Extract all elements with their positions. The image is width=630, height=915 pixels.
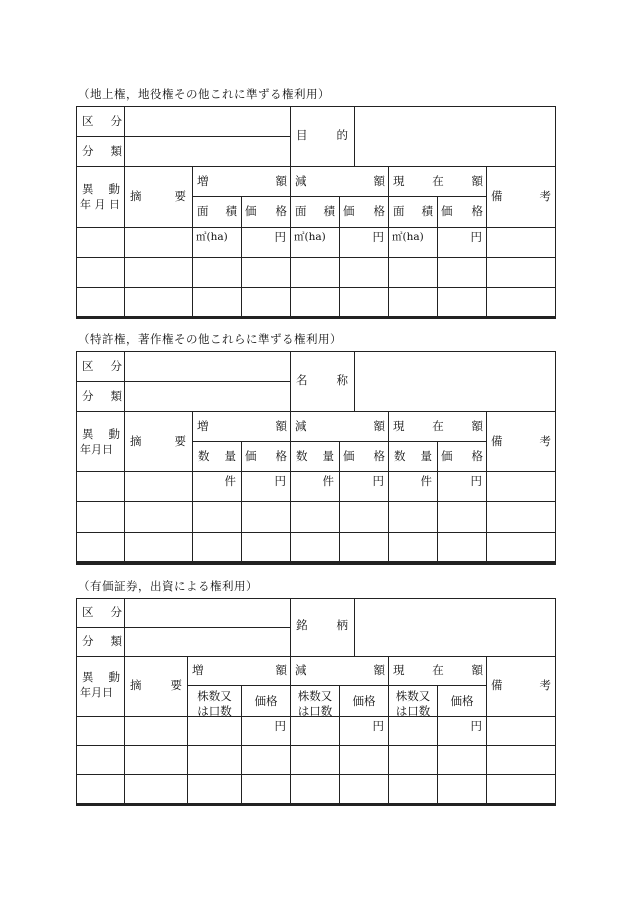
char: 類 (110, 389, 122, 403)
char: 価 (245, 449, 257, 463)
char: 量 (420, 449, 432, 463)
char: 面 (295, 204, 307, 218)
s2-unit-genzai-yen: 円 (470, 474, 482, 488)
char: 類 (110, 634, 122, 648)
s2-unit-zou-ken: 件 (224, 474, 236, 488)
s1-biko-label (491, 191, 551, 203)
char: 区 (82, 359, 94, 373)
s1-tekiyo-label (130, 191, 186, 203)
char: 額 (373, 663, 385, 677)
char: 分 (82, 389, 94, 403)
section1-caption: （地上権，地役権その他これに準ずる権利用） (78, 87, 330, 101)
char: 分 (110, 605, 122, 619)
char: 数 (198, 449, 210, 463)
s1-gen-char-1: 減 (295, 174, 307, 188)
s3-unit-zou-yen: 円 (274, 719, 286, 733)
char: 面 (393, 204, 405, 218)
char: 積 (225, 204, 237, 218)
s1-genzai-char-2: 在 (432, 174, 444, 188)
s1-gen-kakaku (343, 206, 385, 218)
section2-caption: （特許権，著作権その他これらに準ずる権利用） (78, 332, 342, 346)
char: 格 (275, 449, 287, 463)
char: 摘 (130, 678, 142, 692)
s2-genzai-kakaku (441, 451, 483, 463)
char: 現 (393, 663, 405, 677)
line: は口数 (395, 703, 431, 718)
s3-tekiyo-label (130, 680, 182, 692)
s3-genzai-kakaku: 価格 (450, 694, 474, 708)
char: 備 (491, 434, 503, 448)
char: 名 (296, 373, 308, 387)
s1-zou-label (197, 176, 287, 188)
s3-meigara-label (296, 620, 348, 632)
s2-zou-suryo (198, 451, 236, 463)
s1-zou-menseki (197, 206, 237, 218)
s3-zou-label (192, 665, 287, 677)
s3-zou-kabusu (188, 689, 241, 719)
s2-zou-kakaku (245, 451, 287, 463)
char: 量 (322, 449, 334, 463)
char: 在 (432, 663, 444, 677)
char: 増 (192, 663, 204, 677)
s1-tekiyo-char-1: 摘 (130, 189, 142, 203)
s1-gen-menseki (295, 206, 335, 218)
char: 額 (471, 419, 483, 433)
char: 額 (275, 419, 287, 433)
s1-bunrui-char-2: 類 (110, 144, 122, 158)
line: は口数 (297, 703, 333, 718)
s1-kubun-label (82, 116, 122, 128)
s1-biko-char-1: 備 (491, 189, 503, 203)
char: 額 (471, 663, 483, 677)
s1-genzai-char-3: 額 (471, 174, 483, 188)
char: 摘 (130, 434, 142, 448)
char: 区 (82, 605, 94, 619)
s1-ido-char-1: 異 (82, 182, 94, 196)
s1-zou-char-2: 額 (275, 174, 287, 188)
s2-gen-kakaku (343, 451, 385, 463)
s1-side-char-2: 的 (336, 128, 348, 142)
char: 銘 (296, 618, 308, 632)
char: 価 (343, 449, 355, 463)
char: 分 (110, 359, 122, 373)
s3-bunrui-label (82, 636, 122, 648)
s2-tekiyo-label (130, 436, 186, 448)
s1-genzai-char-1: 現 (393, 174, 405, 188)
s1-gen-char-2: 額 (373, 174, 385, 188)
s2-biko-label (491, 436, 551, 448)
char: 異 (82, 427, 94, 441)
s2-genzai-suryo (394, 451, 432, 463)
s3-genzai-label (393, 665, 483, 677)
char: 格 (471, 204, 483, 218)
char: 格 (373, 449, 385, 463)
s1-unit-genzai-area: ㎡(ha) (392, 231, 424, 243)
char: 動 (108, 427, 120, 441)
s1-unit-gen-yen: 円 (372, 230, 384, 244)
s2-unit-gen-ken: 件 (322, 474, 334, 488)
s2-genzai-label (393, 421, 483, 433)
s2-unit-genzai-ken: 件 (420, 474, 432, 488)
s1-bunrui-label (82, 146, 122, 158)
s3-ido-label (82, 672, 120, 684)
s1-genzai-label (393, 176, 483, 188)
char: 格 (471, 449, 483, 463)
char: 備 (491, 678, 503, 692)
char: 価 (441, 449, 453, 463)
s2-bunrui-label (82, 391, 122, 403)
char: 動 (108, 670, 120, 684)
s1-ido-label (82, 184, 120, 196)
line: 株数又 (395, 689, 431, 703)
char: 異 (82, 670, 94, 684)
s1-unit-zou-yen: 円 (274, 230, 286, 244)
char: 在 (432, 419, 444, 433)
char: 価 (245, 204, 257, 218)
s1-tekiyo-char-2: 要 (174, 189, 186, 203)
s2-unit-gen-yen: 円 (372, 474, 384, 488)
s1-biko-char-2: 考 (539, 189, 551, 203)
char: 減 (295, 663, 307, 677)
char: 額 (275, 663, 287, 677)
line: 株数又 (197, 689, 232, 703)
s1-unit-zou-area: ㎡(ha) (196, 231, 228, 243)
char: 減 (295, 419, 307, 433)
s3-unit-genzai-yen: 円 (470, 719, 482, 733)
s2-ymd-label: 年月日 (80, 443, 113, 456)
s2-zou-label (197, 421, 287, 433)
s2-ido-label (82, 429, 120, 441)
char: 分 (82, 634, 94, 648)
s2-meisho-label (296, 375, 348, 387)
char: 格 (373, 204, 385, 218)
s3-zou-kakaku: 価格 (254, 694, 278, 708)
s3-gen-kakaku: 価格 (352, 694, 376, 708)
s3-gen-kabusu (291, 689, 339, 719)
s1-bunrui-char-1: 分 (82, 144, 94, 158)
s1-zou-kakaku (245, 206, 287, 218)
char: 積 (323, 204, 335, 218)
s1-mokuteki-label (296, 130, 348, 142)
char: 考 (539, 434, 551, 448)
char: 考 (539, 678, 551, 692)
s1-ido-char-2: 動 (108, 182, 120, 196)
s3-genzai-kabusu (389, 689, 437, 719)
s1-kubun-char-2: 分 (110, 114, 122, 128)
char: 現 (393, 419, 405, 433)
char: 積 (421, 204, 433, 218)
char: 価 (441, 204, 453, 218)
char: 増 (197, 419, 209, 433)
s3-biko-label (491, 680, 551, 692)
s3-ymd-label: 年月日 (80, 686, 113, 699)
section3-caption: （有価証券，出資による権利用） (78, 579, 258, 593)
s1-side-char-1: 目 (296, 128, 308, 142)
s1-gen-label (295, 176, 385, 188)
char: 称 (336, 373, 348, 387)
s2-gen-label (295, 421, 385, 433)
s1-ymd-label: 年 月 日 (80, 198, 120, 211)
s3-kubun-label (82, 607, 122, 619)
char: 要 (174, 434, 186, 448)
char: 額 (373, 419, 385, 433)
char: 価 (343, 204, 355, 218)
s3-gen-label (295, 665, 385, 677)
char: 面 (197, 204, 209, 218)
char: 格 (275, 204, 287, 218)
char: 数 (394, 449, 406, 463)
s1-unit-gen-area: ㎡(ha) (294, 231, 326, 243)
char: 量 (224, 449, 236, 463)
s1-genzai-kakaku (441, 206, 483, 218)
s1-unit-genzai-yen: 円 (470, 230, 482, 244)
line: 株数又 (297, 689, 333, 703)
s1-kubun-char-1: 区 (82, 114, 94, 128)
s1-genzai-menseki (393, 206, 433, 218)
s1-zou-char-1: 増 (197, 174, 209, 188)
line: は口数 (197, 703, 232, 718)
char: 数 (296, 449, 308, 463)
s2-unit-zou-yen: 円 (274, 474, 286, 488)
s2-kubun-label (82, 361, 122, 373)
s2-gen-suryo (296, 451, 334, 463)
s3-unit-gen-yen: 円 (372, 719, 384, 733)
char: 要 (170, 678, 182, 692)
char: 柄 (336, 618, 348, 632)
